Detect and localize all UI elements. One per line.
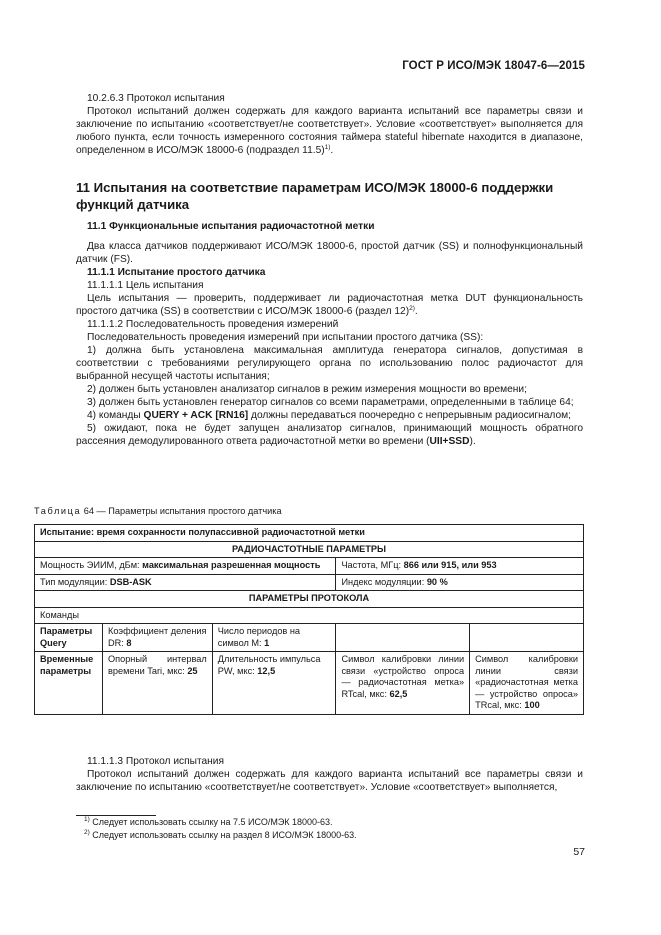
- table-row: [35, 558, 584, 575]
- table-row: [35, 525, 584, 542]
- commands-cell: Команды: [35, 607, 584, 624]
- section-10-2-6-3: [76, 92, 583, 157]
- page-number: 57: [573, 846, 585, 858]
- parameters-table: [34, 524, 584, 715]
- trcal-cell: Символ калибровки линии связи «радиочастотная метка — устройство опроса» TRcal, мкс: 100: [470, 652, 584, 715]
- table-row: [35, 591, 584, 608]
- footnote-2: $^{2)}$ Следует использовать ссылку на раздел 8 ИСО/МЭК 18000-63.: [84, 829, 357, 840]
- pw-cell: Длительность импульса PW, мкс: 12,5: [212, 652, 336, 715]
- section-11-body: [76, 220, 583, 448]
- tari-cell: Опорный интервал времени Tari, мкс: 25: [102, 652, 212, 715]
- footnote-ref: 1): [324, 144, 331, 151]
- dr-cell: Коэффициент деления DR: 8: [102, 624, 212, 652]
- footnote-1: $^{1)}$ Следует использовать ссылку на 7.5 ИСО/МЭК 18000-63.: [84, 816, 333, 827]
- subsection-title: 11.1.1.3 Протокол испытания: [87, 756, 225, 767]
- footnote-ref: 2): [409, 305, 415, 312]
- frequency-cell: Частота, МГц: 866 или 915, или 953: [336, 558, 584, 575]
- list-item: 3) должен быть установлен генератор сигналов со всеми параметрами, определенными в таблице 64;: [87, 397, 574, 408]
- subsection-title: 11.1.1.1 Цель испытания: [87, 280, 204, 291]
- modulation-index-cell: Индекс модуляции: 90 %: [336, 574, 584, 591]
- list-item: 2) должен быть установлен анализатор сигналов в режим измерения мощности во времени;: [87, 384, 527, 395]
- subsection-11-1-1-title: 11.1.1 Испытание простого датчика: [87, 267, 266, 278]
- empty-cell: [336, 624, 470, 652]
- subsection-title: 11.1.1.2 Последовательность проведения измерений: [87, 319, 339, 330]
- protocol-params-header: ПАРАМЕТРЫ ПРОТОКОЛА: [35, 591, 584, 608]
- section-title: 10.2.6.3 Протокол испытания: [87, 93, 225, 104]
- empty-cell: [470, 624, 584, 652]
- table-caption: Таблица 64 — Параметры испытания простого датчика: [34, 506, 282, 516]
- section-11-1-1-3: [76, 755, 583, 794]
- rf-params-header: РАДИОЧАСТОТНЫЕ ПАРАМЕТРЫ: [35, 541, 584, 558]
- subsection-11-1-title: 11.1 Функциональные испытания радиочастотной метки: [87, 221, 375, 232]
- list-item: 1) должна быть установлена максимальная амплитуда генератора сигналов, допустимая в соответствии с требованиями регулирующего органа по использованию полос радиочастот для выбранной несущей частоты испытания;: [76, 345, 583, 382]
- query-params-label: Параметры Query: [35, 624, 103, 652]
- m-cell: Число периодов на символ M: 1: [212, 624, 336, 652]
- paragraph: Протокол испытаний должен содержать для каждого варианта испытаний все параметры связи и заключение по испытанию «соответствует/не соответствует». Условие «соответствует» выполняется,: [76, 769, 583, 793]
- table-row: [35, 541, 584, 558]
- section-11-heading: 11 Испытания на соответствие параметрам ИСО/МЭК 18000-6 поддержки функций датчика: [76, 180, 554, 212]
- modulation-cell: Тип модуляции: DSB-ASK: [35, 574, 336, 591]
- power-cell: Мощность ЭИИМ, дБм: максимальная разрешенная мощность: [35, 558, 336, 575]
- paragraph: Два класса датчиков поддерживают ИСО/МЭК 18000-6, простой датчик (SS) и полнофункциональный датчик (FS).: [76, 241, 583, 265]
- test-name-cell: Испытание: время сохранности полупассивной радиочастотной метки: [35, 525, 584, 542]
- paragraph: Последовательность проведения измерений при испытании простого датчика (SS):: [87, 332, 484, 343]
- paragraph: Протокол испытаний должен содержать для каждого варианта испытаний все параметры связи и заключение по испытанию «соответствует/не соответствует». Условие «соответствует» выполняется для любого пункта, если точность измеренного состояния таймера stateful hibernate находится в диапазоне, определенном в ИСО/МЭК 18000-6 (подраздел 11.5)$^{1)}$.: [76, 106, 583, 156]
- table-row: [35, 574, 584, 591]
- list-item: 4) команды QUERY + ACK [RN16] должны передаваться поочередно с непрерывным радиосигналом;: [87, 410, 571, 421]
- paragraph: Цель испытания — проверить, поддерживает ли радиочастотная метка DUT функциональность простого датчика (SS) в соответствии с ИСО/МЭК 18000-6 (раздел 12)$^{2)}$.: [76, 293, 583, 317]
- table-row: [35, 652, 584, 715]
- time-params-label: Временные параметры: [35, 652, 103, 715]
- list-item: 5) ожидают, пока не будет запущен анализатор сигналов, принимающий мощность обратного рассеяния демодулированного ответа радиочастотной метки во времени (UII+SSD).: [76, 423, 583, 447]
- rtcal-cell: Символ калибровки линии связи «устройство опроса — радиочастотная метка» RTcal, мкс: 62,5: [336, 652, 470, 715]
- table-row: [35, 624, 584, 652]
- document-header: ГОСТ Р ИСО/МЭК 18047-6—2015: [402, 60, 585, 72]
- table-row: [35, 607, 584, 624]
